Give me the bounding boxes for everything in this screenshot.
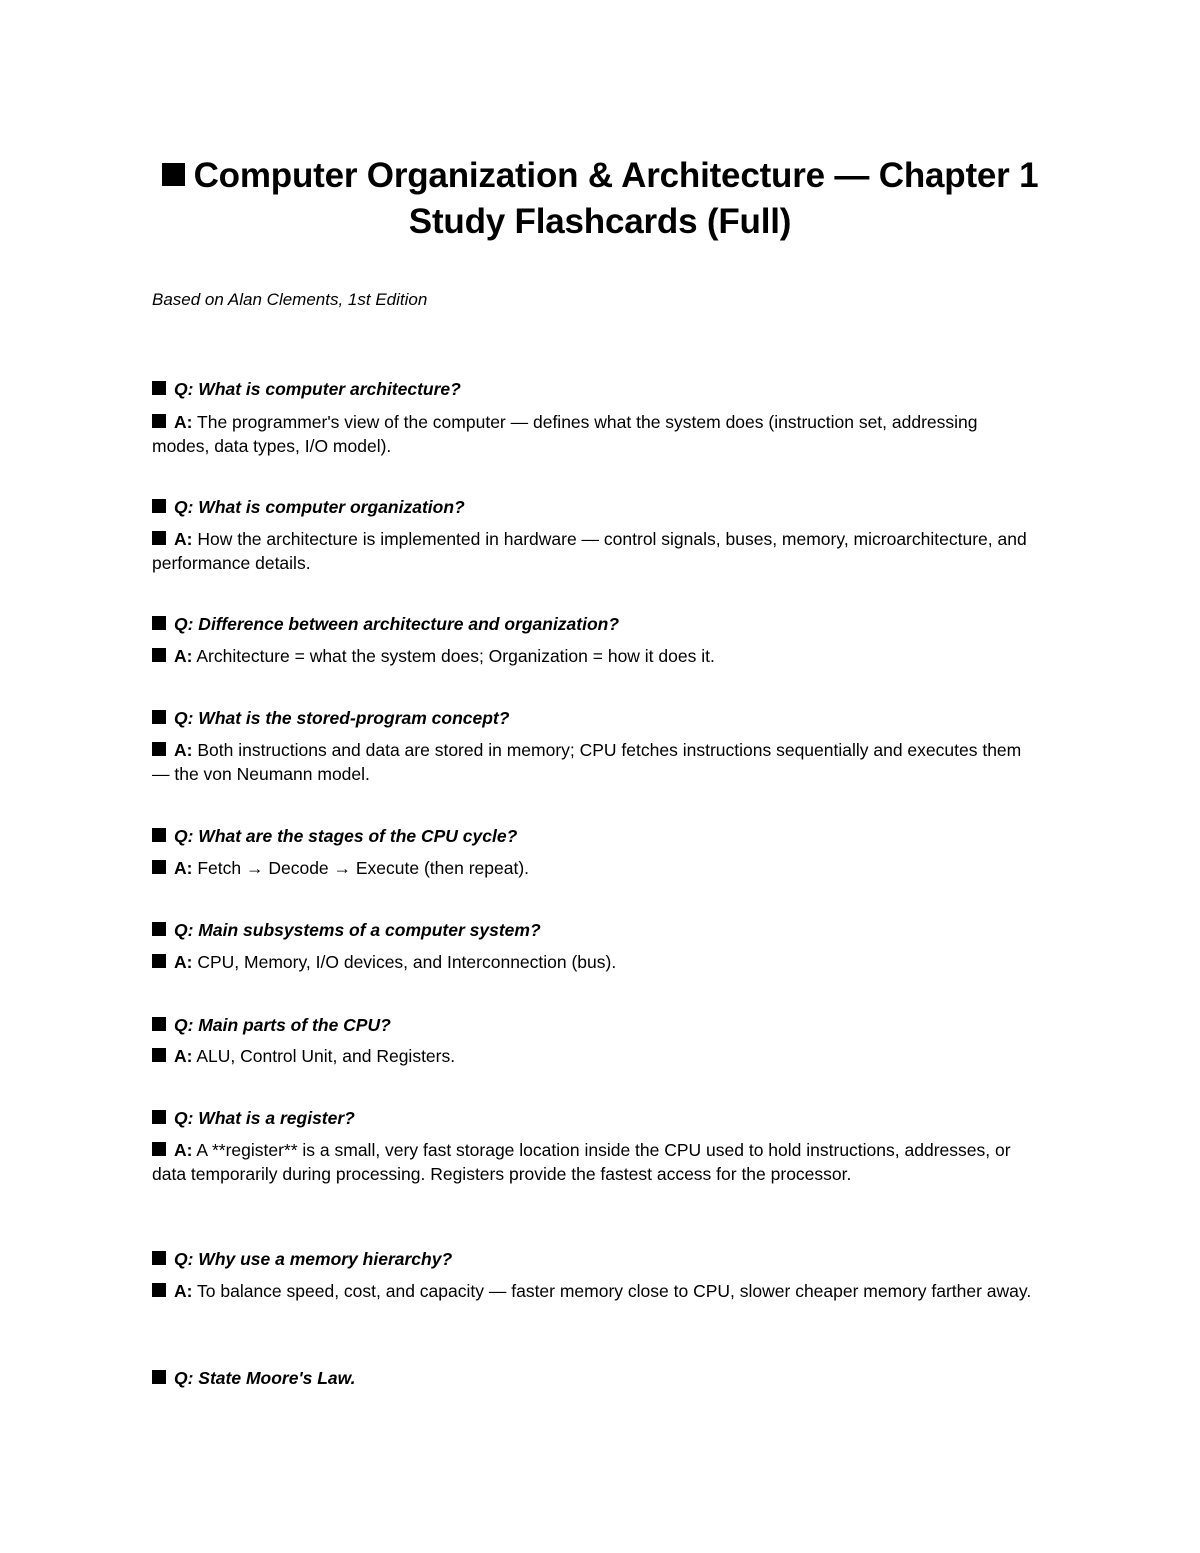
answer-label: A:: [174, 646, 193, 666]
document-subtitle: Based on Alan Clements, 1st Edition: [152, 290, 428, 309]
flashcard-question: Q: State Moore's Law.: [152, 1366, 1032, 1390]
document-title-text: Computer Organization & Architecture — Chapter 1 Study Flashcards (Full): [193, 156, 1039, 241]
flashcard-question: Q: What is the stored-program concept?: [152, 706, 1032, 730]
answer-label: A:: [174, 858, 193, 878]
square-bullet-icon: [162, 163, 185, 186]
flashcard-answer: A: A **register** is a small, very fast storage location inside the CPU used to hold instructions, addresses, or data temporarily during processing. Registers provide the fastest access for the processor.: [152, 1140, 1011, 1184]
flashcard-question: Q: Main parts of the CPU?: [152, 1013, 1032, 1037]
document-title: [150, 153, 1050, 245]
square-bullet-icon: [152, 1251, 166, 1265]
flashcard-question: Q: Main subsystems of a computer system?: [152, 918, 1032, 942]
flashcard-question: Q: Why use a memory hierarchy?: [152, 1247, 1032, 1271]
square-bullet-icon: [152, 616, 166, 630]
square-bullet-icon: [152, 499, 166, 513]
flashcard-question: Q: What is computer architecture?: [152, 377, 1032, 401]
flashcard-question: Q: What are the stages of the CPU cycle?: [152, 824, 1032, 848]
square-bullet-icon: [152, 954, 166, 968]
answer-label: A:: [174, 952, 193, 972]
square-bullet-icon: [152, 828, 166, 842]
answer-label: A:: [174, 1140, 193, 1160]
answer-label: A:: [174, 1281, 193, 1301]
flashcard-answer: A: Both instructions and data are stored in memory; CPU fetches instructions sequentially and executes them — the von Neumann model.: [152, 740, 1022, 784]
square-bullet-icon: [152, 1283, 166, 1297]
square-bullet-icon: [152, 710, 166, 724]
square-bullet-icon: [152, 414, 166, 428]
square-bullet-icon: [152, 1370, 166, 1384]
answer-label: A:: [174, 529, 193, 549]
flashcard-answer: A: Fetch → Decode → Execute (then repeat).: [152, 856, 1032, 880]
square-bullet-icon: [152, 742, 166, 756]
flashcard-answer: A: ALU, Control Unit, and Registers.: [152, 1044, 1032, 1068]
flashcard-question: Q: What is a register?: [152, 1106, 1032, 1130]
square-bullet-icon: [152, 860, 166, 874]
flashcard-question: Q: What is computer organization?: [152, 495, 1032, 519]
square-bullet-icon: [152, 1110, 166, 1124]
flashcard-answer: A: Architecture = what the system does; Organization = how it does it.: [152, 644, 1032, 668]
answer-label: A:: [174, 412, 193, 432]
square-bullet-icon: [152, 1142, 166, 1156]
square-bullet-icon: [152, 922, 166, 936]
flashcard-question: Q: Difference between architecture and organization?: [152, 612, 1032, 636]
square-bullet-icon: [152, 381, 166, 395]
answer-label: A:: [174, 740, 193, 760]
flashcard-answer: A: How the architecture is implemented in hardware — control signals, buses, memory, microarchitecture, and performance details.: [152, 529, 1027, 573]
answer-label: A:: [174, 1046, 193, 1066]
flashcard-answer: A: CPU, Memory, I/O devices, and Interconnection (bus).: [152, 950, 1032, 974]
square-bullet-icon: [152, 648, 166, 662]
flashcard-answer: A: The programmer's view of the computer — defines what the system does (instruction set, addressing modes, data types, I/O model).: [152, 412, 978, 456]
square-bullet-icon: [152, 1017, 166, 1031]
square-bullet-icon: [152, 1048, 166, 1062]
square-bullet-icon: [152, 531, 166, 545]
flashcard-answer: A: To balance speed, cost, and capacity — faster memory close to CPU, slower cheaper memory farther away.: [152, 1279, 1032, 1303]
